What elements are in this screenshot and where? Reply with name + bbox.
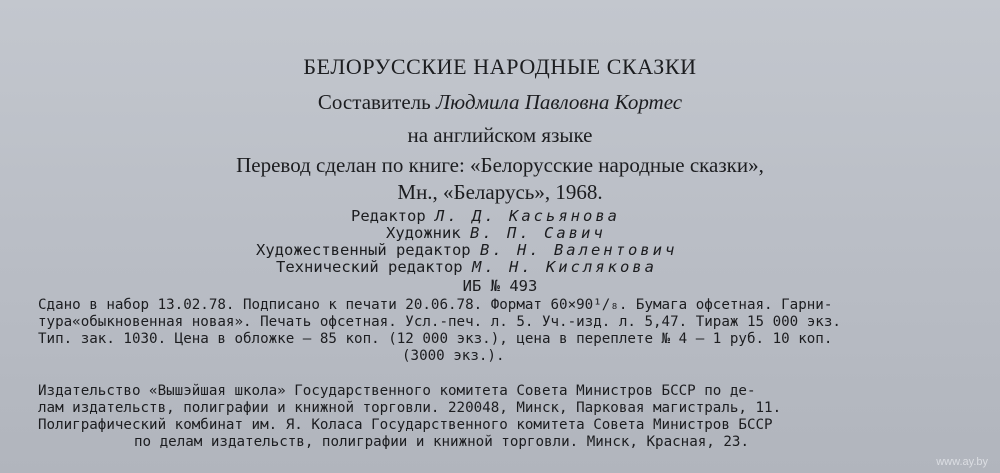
credit-role: Художник <box>386 224 461 242</box>
ib-number: ИБ № 493 <box>462 277 538 295</box>
credit-person: Л. Д. Касьянова <box>435 207 620 225</box>
credit-person: В. Н. Валентович <box>479 241 678 259</box>
credit-artist <box>386 224 606 242</box>
print-details-line: тура«обыкновенная новая». Печать офсетная. Усл.-печ. л. 5. Уч.-изд. л. 5,47. Тираж 15 000 экз. <box>38 314 841 330</box>
translation-source-line-2: Мн., «Беларусь», 1968. <box>397 180 603 204</box>
print-details-line: (3000 экз.). <box>402 348 505 364</box>
credit-tech-editor <box>276 258 657 276</box>
translation-source-line-1: Перевод сделан по книге: «Белорусские народные сказки», <box>236 153 764 177</box>
print-details-line: Тип. зак. 1030. Цена в обложке — 85 коп. (12 000 экз.), цена в переплете № 4 — 1 руб. 10 коп. <box>38 331 833 347</box>
credit-role: Художественный редактор <box>256 241 471 259</box>
language-line: на английском языке <box>407 123 593 147</box>
credit-art-editor <box>256 241 677 259</box>
book-title: БЕЛОРУССКИЕ НАРОДНЫЕ СКАЗКИ <box>303 54 697 79</box>
compiler-label: Составитель <box>317 90 431 114</box>
compiler-name: Людмила Павловна Кортес <box>435 90 683 114</box>
watermark: www.ay.by <box>936 456 988 468</box>
credit-person: В. П. Савич <box>470 224 606 242</box>
credit-role: Технический редактор <box>276 258 463 276</box>
print-details-line: Сдано в набор 13.02.78. Подписано к печати 20.06.78. Формат 60×90¹/₈. Бумага офсетная. Гарни- <box>38 297 833 313</box>
credit-person: М. Н. Кислякова <box>471 258 657 276</box>
publisher-line: Издательство «Вышэйшая школа» Государственного комитета Совета Министров БССР по де- <box>38 383 756 399</box>
credit-editor <box>351 207 620 225</box>
publisher-line: Полиграфический комбинат им. Я. Коласа Государственного комитета Совета Министров БССР <box>38 417 773 433</box>
publisher-line: лам издательств, полиграфии и книжной торговли. 220048, Минск, Парковая магистраль, 11. <box>38 400 782 416</box>
publisher-line: по делам издательств, полиграфии и книжной торговли. Минск, Красная, 23. <box>134 434 749 450</box>
credit-role: Редактор <box>351 207 426 225</box>
compiler-line <box>0 90 1000 115</box>
